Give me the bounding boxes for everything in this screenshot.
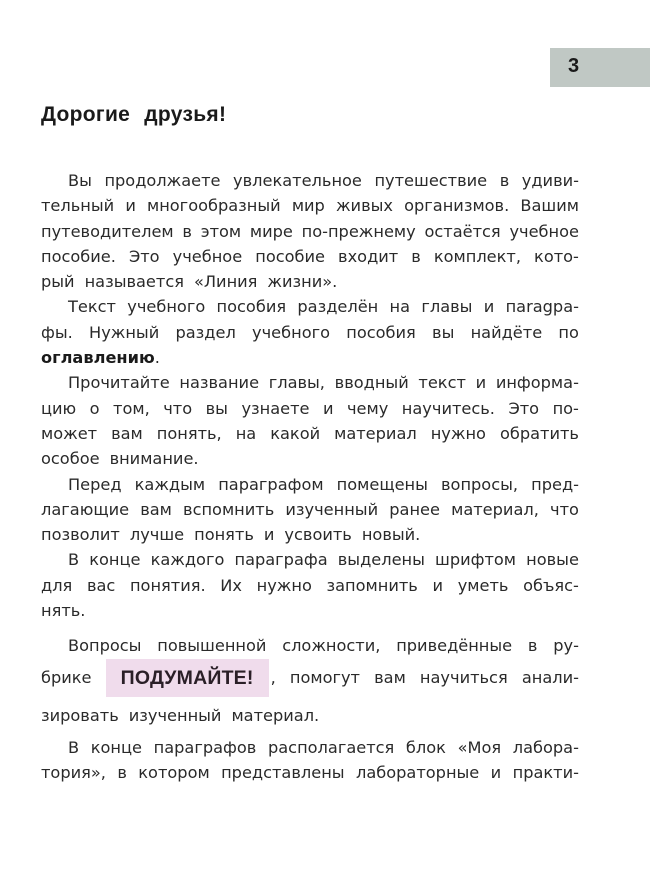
word: понять, xyxy=(156,423,222,443)
word: сложности, xyxy=(282,636,381,656)
word: по xyxy=(558,322,579,342)
word: и xyxy=(475,373,487,393)
word: мир xyxy=(291,196,325,216)
text-line xyxy=(41,633,579,658)
word: этом xyxy=(200,221,242,241)
word: выделены xyxy=(337,550,425,570)
word: Вопросы xyxy=(68,636,142,656)
word: в xyxy=(117,762,127,782)
word: может xyxy=(41,423,98,443)
paragraph xyxy=(41,735,579,786)
text-line xyxy=(41,760,579,785)
word: паragра- xyxy=(505,297,579,317)
word: мире xyxy=(249,221,293,241)
word: В xyxy=(68,737,80,757)
word: обратить xyxy=(499,423,579,443)
word: располагается xyxy=(267,737,395,757)
word: по- xyxy=(552,398,579,418)
word: фы. xyxy=(41,322,73,342)
paragraph xyxy=(41,294,579,370)
word: лабора- xyxy=(512,737,579,757)
word: вас xyxy=(86,575,116,595)
word: «Линия xyxy=(193,272,258,292)
word: учебное xyxy=(172,246,243,266)
word: что xyxy=(163,398,193,418)
word: пособие. xyxy=(41,246,116,266)
word: тельный xyxy=(41,196,115,216)
word: информа- xyxy=(495,373,579,393)
word: чему xyxy=(346,398,389,418)
word: Вы xyxy=(68,171,92,190)
word: увлекательное xyxy=(233,171,362,190)
word: научиться xyxy=(419,667,508,687)
word: каждым xyxy=(134,474,206,494)
text-line xyxy=(41,547,579,572)
word: ру- xyxy=(553,636,579,656)
text-line xyxy=(41,659,579,697)
word: конце xyxy=(90,737,142,757)
word: рый xyxy=(41,272,75,292)
word: узнаете xyxy=(241,398,310,418)
text-line xyxy=(41,497,579,522)
word: вы xyxy=(205,398,228,418)
word: называется xyxy=(84,272,184,292)
text-line xyxy=(41,345,579,370)
word: блок xyxy=(405,737,446,757)
word: ранее xyxy=(389,499,440,519)
word: текст xyxy=(418,373,466,393)
word: найдёте xyxy=(470,322,543,342)
text-line xyxy=(41,522,579,547)
word: каждого xyxy=(150,550,225,570)
word: «Моя xyxy=(457,737,502,757)
word: запомнить xyxy=(326,575,418,595)
word: и xyxy=(483,297,495,317)
text-line xyxy=(41,168,579,193)
word: входит xyxy=(338,246,399,266)
word: новые xyxy=(526,550,579,570)
word: цию xyxy=(41,398,77,418)
text-line xyxy=(41,735,579,760)
word: Прочитайте xyxy=(68,373,170,393)
word: организмов. xyxy=(404,196,510,216)
word: понять xyxy=(194,525,254,545)
paragraph xyxy=(41,168,579,294)
text-line xyxy=(41,598,579,623)
word: параграфом xyxy=(218,474,324,494)
text-line xyxy=(41,446,579,471)
word: учебного xyxy=(127,297,206,317)
word: вам xyxy=(111,423,143,443)
word: остаётся xyxy=(424,221,501,241)
text-line xyxy=(41,193,579,218)
word: понятия. xyxy=(129,575,206,595)
word: Их xyxy=(220,575,242,595)
word: представлены xyxy=(221,762,345,782)
text-line xyxy=(41,472,579,497)
word: для xyxy=(41,575,73,595)
word: на xyxy=(389,297,411,317)
text-line xyxy=(41,396,579,421)
word: Текст xyxy=(68,297,116,317)
word: жизни». xyxy=(267,272,338,292)
word: Это xyxy=(508,398,540,418)
word: параграфов xyxy=(153,737,257,757)
word: тория», xyxy=(41,762,106,782)
text-line xyxy=(41,244,579,269)
bold-term: оглавлению xyxy=(41,348,155,368)
word: нужно xyxy=(256,575,312,595)
paragraph-rubric xyxy=(41,633,579,734)
paragraph xyxy=(41,547,579,623)
word: внимание. xyxy=(109,449,199,469)
paragraph xyxy=(41,370,579,471)
word: вводный xyxy=(334,373,409,393)
text-line xyxy=(41,219,579,244)
text-line xyxy=(41,421,579,446)
word: на xyxy=(235,423,257,443)
word: особое xyxy=(41,449,100,469)
word: многообразный xyxy=(146,196,281,216)
word: нять. xyxy=(41,601,86,621)
rubric-badge-think: ПОДУМАЙТЕ! xyxy=(106,659,269,697)
word: путеводителем xyxy=(41,221,174,241)
word: главы, xyxy=(268,373,325,393)
word: в xyxy=(499,171,510,190)
page-title: Дорогие друзья! xyxy=(41,103,227,126)
word: материал, xyxy=(451,499,539,519)
word: В xyxy=(68,550,80,570)
word: в xyxy=(411,246,421,266)
text-line xyxy=(41,370,579,395)
word: параграфа xyxy=(234,550,328,570)
word: помещены xyxy=(336,474,428,494)
word: научитесь. xyxy=(401,398,495,418)
word: изученный xyxy=(285,499,379,519)
word: приведённые xyxy=(396,636,513,656)
word: в xyxy=(182,221,192,241)
word: усвоить xyxy=(284,525,352,545)
word: материал. xyxy=(231,705,320,725)
word: продолжаете xyxy=(104,171,221,190)
word: пособия xyxy=(346,322,416,342)
word: комплект, xyxy=(433,246,521,266)
punctuation: . xyxy=(154,348,160,368)
word: по-прежнему xyxy=(301,221,416,241)
rubric-group xyxy=(106,659,276,697)
word: вопросы, xyxy=(441,474,519,494)
word: шрифтом xyxy=(435,550,517,570)
word: пособия xyxy=(216,297,287,317)
word: Это xyxy=(128,246,160,266)
page-number-box xyxy=(550,48,650,87)
word: зировать xyxy=(41,705,119,725)
word: позволит xyxy=(41,525,120,545)
word: и xyxy=(125,196,136,216)
word: Перед xyxy=(68,474,122,494)
word: и xyxy=(263,525,275,545)
word: анали- xyxy=(521,667,579,687)
word: пособие xyxy=(255,246,325,266)
word: учебное xyxy=(509,221,579,241)
word: объяс- xyxy=(523,575,579,595)
word: разделён xyxy=(297,297,379,317)
word: конце xyxy=(89,550,141,570)
word: о xyxy=(89,398,100,418)
paragraph xyxy=(41,472,579,548)
word: живых xyxy=(335,196,393,216)
word: вспомнить xyxy=(183,499,275,519)
word: том, xyxy=(113,398,150,418)
word: раздел xyxy=(175,322,236,342)
word: брике xyxy=(41,667,92,687)
word: вы xyxy=(432,322,455,342)
word: материал xyxy=(334,423,417,443)
body-text xyxy=(41,168,579,785)
text-line xyxy=(41,269,579,294)
word: кото- xyxy=(534,246,579,266)
punctuation: , xyxy=(270,667,276,687)
word: лучше xyxy=(129,525,185,545)
word: лабораторные xyxy=(355,762,480,782)
word: и xyxy=(432,575,444,595)
text-line xyxy=(41,573,579,598)
text-line xyxy=(41,697,579,735)
word: вам xyxy=(374,667,406,687)
word: что xyxy=(550,499,579,519)
word: в xyxy=(527,636,538,656)
word: вам xyxy=(140,499,172,519)
word: путешествие xyxy=(374,171,488,190)
word: и xyxy=(322,398,334,418)
word: название xyxy=(179,373,260,393)
word: новый. xyxy=(361,525,421,545)
text-line xyxy=(41,320,579,345)
word: повышенной xyxy=(157,636,267,656)
word: уметь xyxy=(457,575,509,595)
word: лагающие xyxy=(41,499,130,519)
text-line xyxy=(41,294,579,319)
page-number: 3 xyxy=(568,55,580,77)
word: учебного xyxy=(252,322,331,342)
word: практи- xyxy=(512,762,579,782)
word: изученный xyxy=(128,705,222,725)
word: Нужный xyxy=(89,322,160,342)
word: какой xyxy=(270,423,321,443)
spacer xyxy=(41,623,579,633)
word: удиви- xyxy=(521,171,579,190)
word: Вашим xyxy=(520,196,579,216)
word: котором xyxy=(138,762,210,782)
word: главы xyxy=(421,297,473,317)
word: помогут xyxy=(289,667,360,687)
word: нужно xyxy=(430,423,486,443)
word: пред- xyxy=(531,474,579,494)
word: и xyxy=(490,762,502,782)
